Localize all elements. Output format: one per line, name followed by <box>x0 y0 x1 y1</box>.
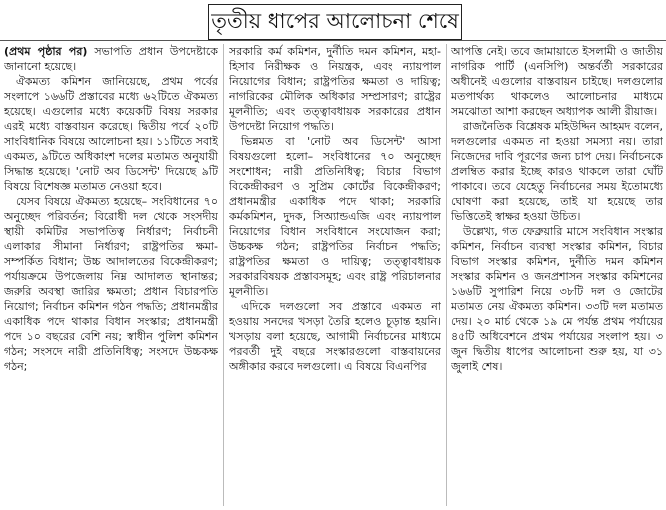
paragraph: ঐকমত্য কমিশন জানিয়েছে, প্রথম পর্বের সংলাপে ১৬৬টি প্রস্তাবের মধ্যে ৬২টিতে ঐকমত্য হয়েছে। এগুলোর মধ্যে কয়েকটি বিষয় সরকার এরই মধ্যে বাস্তবায়ন করেছে। দ্বিতীয় পর্বে ২০টি সাংবিধানিক বিষয়ে আলোচনা হয়। ১১টিতে সবাই একমত, ৯টিতে অধিকাংশ দলের মতামত অনুযায়ী সিদ্ধান্ত হয়েছে। 'নোট অব ডিসেন্ট' দিয়েছে ৯টি বিষয়ে বিশেষজ্ঞ মতামত নেওয়া হবে। <box>4 75 218 193</box>
column-divider <box>223 44 224 506</box>
paragraph: এদিকে দলগুলো সব প্রস্তাবে একমত না হওয়ায় সনদের খসড়া তৈরি হলেও চূড়ান্ত হয়নি। খসড়ায় বলা হয়েছে, আগামী নির্বাচনের মাধ্যমে পরবর্তী দুই বছরে সংস্কারগুলো বাস্তবায়নের অঙ্গীকার করবে দলগুলো। এ বিষয়ে বিএনপির <box>229 300 441 373</box>
article-column-3 <box>451 44 663 508</box>
paragraph: রাজনৈতিক বিশ্লেষক মহিউদ্দিন আহমদ বলেন, দলগুলোর একমত না হওয়া সমস্যা নয়। তারা নিজেদের দাবি পূরণের জন্য চাপ দেয়। নির্বাচনকে প্রলম্বিত করার ইচ্ছে কারও থাকলে তারা ঘোঁট পাকাবে। তবে যেহেতু নির্বাচনের সময় ইতোমধ্যে ঘোষণা করা হয়েছে, তাই যা হয়েছে তার ভিত্তিতেই স্বাক্ষর হওয়া উচিত। <box>451 120 663 223</box>
headline: তৃতীয় ধাপের আলোচনা শেষে <box>211 8 459 33</box>
header-rule <box>0 40 666 41</box>
paragraph: উল্লেখ্য, গত ফেব্রুয়ারি মাসে সংবিধান সংস্কার কমিশন, নির্বাচন ব্যবস্থা সংস্কার কমিশন, বিচার বিভাগ সংস্কার কমিশন, দুর্নীতি দমন কমিশন সংস্কার কমিশন ও জনপ্রশাসন সংস্কার কমিশনের ১৬৬টি সুপারিশ নিয়ে ৩৮টি দল ও জোটের মতামত নেয় ঐকমত্য কমিশন। ৩৩টি দল মতামত দেয়। ২০ মার্চ থেকে ১৯ মে পর্যন্ত প্রথম পর্যায়ের ৪৫টি অধিবেশনে প্রথম পর্যায়ের সংলাপ হয়। ৩ জুন দ্বিতীয় ধাপের আলোচনা শুরু হয়, যা ৩১ জুলাই শেষ। <box>451 225 663 373</box>
article-column-1 <box>4 44 218 508</box>
column-divider <box>446 44 447 506</box>
continuation-label: (প্রথম পৃষ্ঠার পর) <box>4 45 88 58</box>
paragraph: যেসব বিষয়ে ঐকমত্য হয়েছে– সংবিধানের ৭০ অনুচ্ছেদ পরিবর্তন; বিরোধী দল থেকে সংসদীয় স্থায়ী কমিটির সভাপতিত্ব নির্ধারণ; নির্বাচনী এলাকার সীমানা নির্ধারণ; রাষ্ট্রপতির ক্ষমা-সম্পর্কিত বিধান; উচ্চ আদালতের বিকেন্দ্রীকরণ; পর্যায়ক্রমে উপজেলায় নিম্ন আদালত স্থানান্তর; জরুরি অবস্থা জারির ক্ষমতা; প্রধান বিচারপতি নিয়োগ; নির্বাচন কমিশন গঠন পদ্ধতি; প্রধানমন্ত্রীর একাধিক পদে থাকার বিধান সংস্কার; প্রধানমন্ত্রী পদে ১০ বছরের বেশি নয়; স্বাধীন পুলিশ কমিশন গঠন; সংসদে নারী প্রতিনিধিত্ব; সংসদে উচ্চকক্ষ গঠন; <box>4 195 218 373</box>
paragraph: আপত্তি নেই। তবে জামায়াতে ইসলামী ও জাতীয় নাগরিক পার্টি (এনসিপি) অন্তর্বর্তী সরকারের অধীনেই এগুলোর বাস্তবায়ন চাইছে। দলগুলোর মতপার্থক্য থাকলেও আলোচনার মাধ্যমে সমঝোতা আশা করছেন অধ্যাপক আলী রীয়াজ। <box>451 45 663 118</box>
paragraph <box>4 44 218 74</box>
article-column-2 <box>229 44 441 508</box>
headline-box <box>208 4 462 40</box>
paragraph: ভিন্নমত বা 'নোট অব ডিসেন্ট' আসা বিষয়গুলো হলো– সংবিধানের ৭০ অনুচ্ছেদ সংশোধন; নারী প্রতিনিধিত্ব; বিচার বিভাগ বিকেন্দ্রীকরণ ও সুপ্রিম কোর্টের বিকেন্দ্রীকরণ; প্রধানমন্ত্রীর একাধিক পদে থাকা; সরকারি কর্মকমিশন, দুদক, সিঅ্যান্ডএজি এবং ন্যায়পাল নিয়োগের বিধান সংবিধানে সংযোজন করা; উচ্চকক্ষ গঠন; রাষ্ট্রপতির নির্বাচন পদ্ধতি; রাষ্ট্রপতির ক্ষমতা ও দায়িত্ব; তত্ত্বাবধায়ক সরকারবিষয়ক প্রস্তাবসমূহ; এবং রাষ্ট্র পরিচালনার মূলনীতি। <box>229 135 441 298</box>
paragraph-text: সভাপতি প্রধান উপদেষ্টাকে জানানো হয়েছে। <box>4 45 218 73</box>
paragraph: সরকারি কর্ম কমিশন, দুর্নীতি দমন কমিশন, মহা-হিসাব নিরীক্ষক ও নিয়ন্ত্রক, এবং ন্যায়পাল নিয়োগের বিধান; রাষ্ট্রপতির ক্ষমতা ও দায়িত্ব; নাগরিকের মৌলিক অধিকার সম্প্রসারণ; রাষ্ট্রের মূলনীতি; এবং তত্ত্বাবধায়ক সরকারের প্রধান উপদেষ্টা নিয়োগ পদ্ধতি। <box>229 45 441 133</box>
